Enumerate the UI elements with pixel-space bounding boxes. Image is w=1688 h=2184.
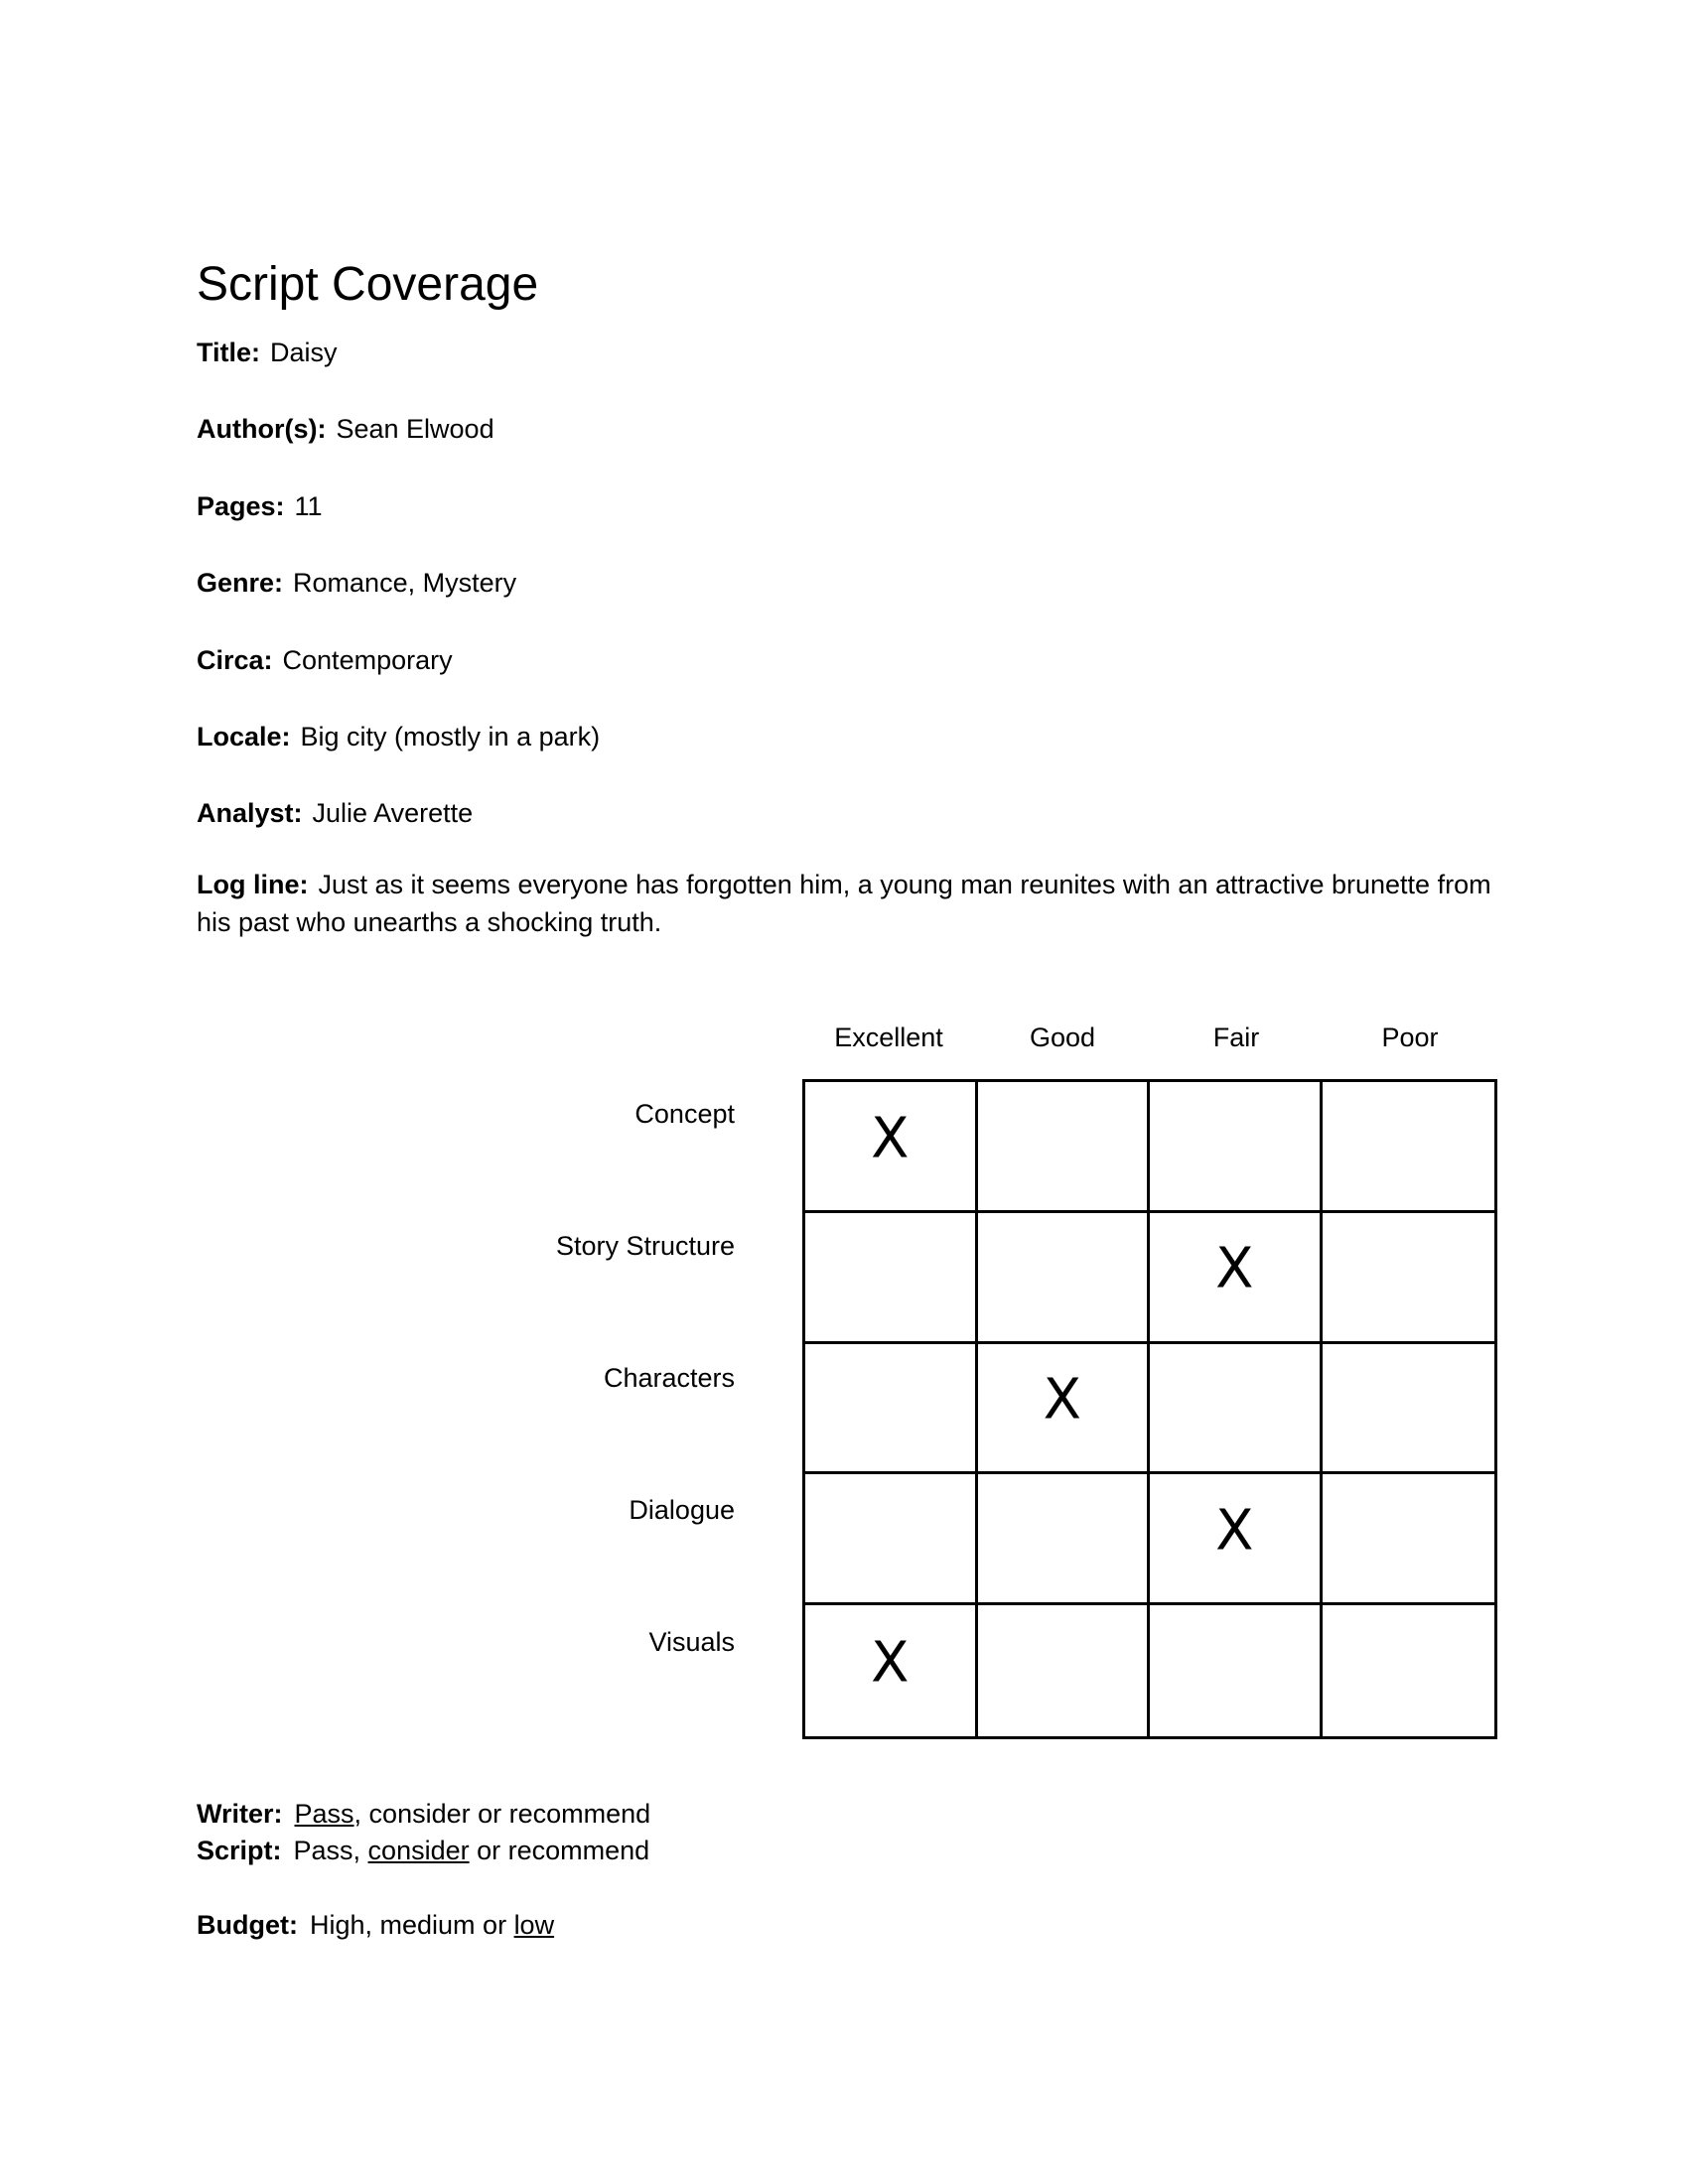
field-label: Genre: (197, 568, 284, 598)
column-header: Poor (1381, 1023, 1439, 1052)
field-value: Sean Elwood (336, 414, 494, 444)
budget-verdict (197, 1906, 554, 1944)
rating-cell (1323, 1344, 1495, 1475)
budget-label: Budget: (197, 1910, 298, 1940)
field-label: Title: (197, 338, 261, 367)
x-mark: X (1215, 1236, 1254, 1301)
rating-cell (1150, 1082, 1323, 1213)
row-label: Story Structure (555, 1231, 735, 1261)
rating-cell (1323, 1213, 1495, 1344)
field-value: Romance, Mystery (293, 568, 517, 598)
budget-selected: low (513, 1910, 555, 1940)
rating-cell (978, 1474, 1151, 1605)
column-header: Good (1029, 1023, 1096, 1052)
rating-cell (978, 1082, 1151, 1213)
column-header: Fair (1212, 1023, 1260, 1052)
x-mark: X (871, 1630, 910, 1696)
x-mark: X (1043, 1367, 1081, 1433)
rating-cell (805, 1082, 978, 1213)
page-title: Script Coverage (197, 258, 539, 311)
field-label: Analyst: (197, 798, 303, 828)
field-value: Daisy (270, 338, 338, 367)
field-row (197, 410, 1497, 448)
rating-cell (1323, 1474, 1495, 1605)
rating-cell (978, 1344, 1151, 1475)
field-row (197, 641, 1497, 679)
field-label: Author(s): (197, 414, 327, 444)
field-row (197, 334, 1497, 371)
field-row (197, 564, 1497, 602)
logline-label: Log line: (197, 870, 309, 899)
budget-before: High, medium or (309, 1910, 514, 1940)
field-label: Circa: (197, 645, 273, 675)
rating-cell (978, 1213, 1151, 1344)
rating-cell (1150, 1605, 1323, 1736)
writer-verdict (197, 1795, 650, 1833)
logline-value: Just as it seems everyone has forgotten him, a young man reunites with an attractive brunette from his past who unearths a shocking truth. (197, 870, 1491, 937)
rating-cell (1150, 1474, 1323, 1605)
x-mark: X (871, 1106, 910, 1171)
row-label: Visuals (648, 1627, 735, 1657)
rating-cell (805, 1474, 978, 1605)
rating-grid (802, 1079, 1497, 1739)
field-value: 11 (294, 491, 323, 521)
field-value: Big city (mostly in a park) (300, 722, 601, 751)
script-before: Pass, (293, 1836, 368, 1865)
row-label: Dialogue (629, 1495, 735, 1525)
field-row (197, 487, 1497, 525)
rating-cell (805, 1344, 978, 1475)
field-row (197, 718, 1497, 755)
rating-cell (1323, 1082, 1495, 1213)
rating-cell (805, 1605, 978, 1736)
column-header: Excellent (834, 1023, 943, 1052)
rating-cell (1150, 1213, 1323, 1344)
field-label: Locale: (197, 722, 291, 751)
field-value: Julie Averette (312, 798, 474, 828)
row-label: Concept (634, 1099, 735, 1129)
field-value: Contemporary (282, 645, 453, 675)
writer-label: Writer: (197, 1799, 283, 1829)
rating-cell (1323, 1605, 1495, 1736)
script-label: Script: (197, 1836, 282, 1865)
field-label: Pages: (197, 491, 285, 521)
x-mark: X (1215, 1498, 1254, 1564)
script-rest: or recommend (469, 1836, 650, 1865)
rating-cell (1150, 1344, 1323, 1475)
row-label: Characters (603, 1363, 735, 1393)
writer-selected: Pass (294, 1799, 354, 1829)
script-selected: consider (367, 1836, 470, 1865)
rating-cell (978, 1605, 1151, 1736)
script-verdict (197, 1832, 649, 1869)
rating-cell (805, 1213, 978, 1344)
logline-field (197, 866, 1497, 941)
field-row (197, 794, 1497, 832)
writer-rest: , consider or recommend (353, 1799, 651, 1829)
